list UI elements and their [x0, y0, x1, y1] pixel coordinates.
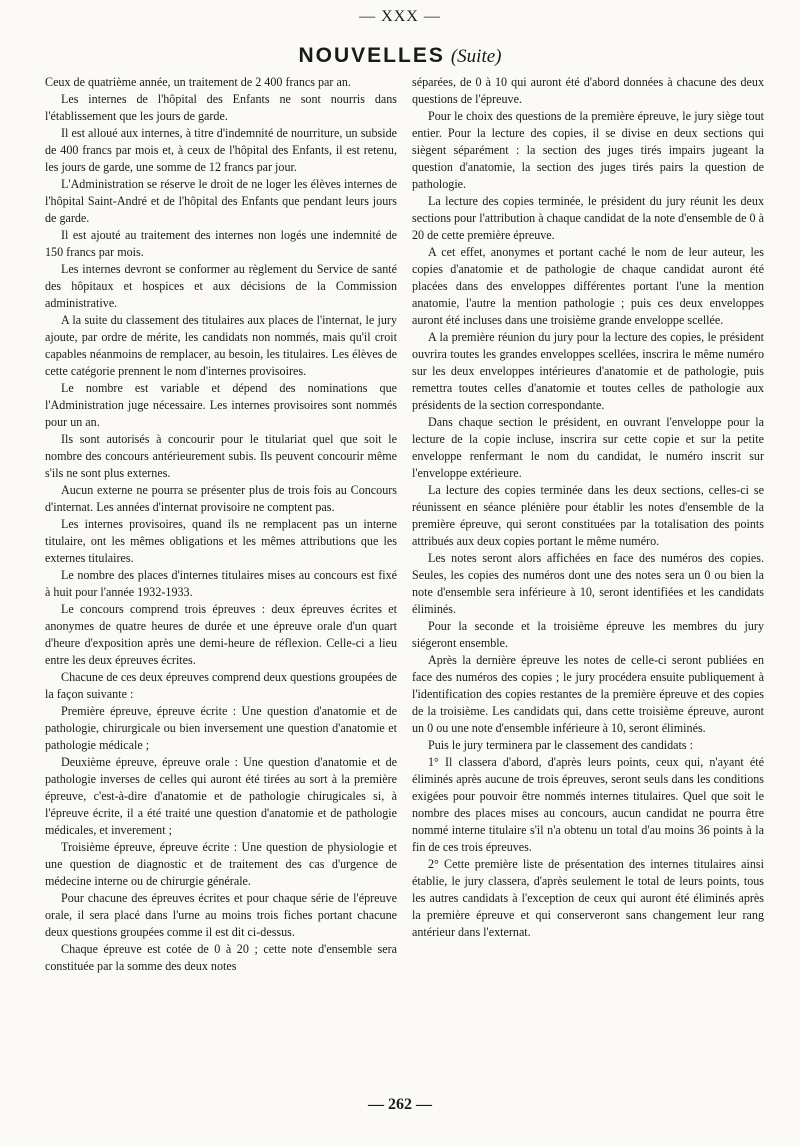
paragraph: Deuxième épreuve, épreuve orale : Une question d'anatomie et de pathologie inverses de celles qui auront été tirées au sort à la première épreuve, c'est-à-dire d'anatomie et de pathologie chirugicales si, à l'épreuve écrite, il a été traité une question d'anatomie et de pathologie médicales, et inverement ;	[45, 755, 397, 837]
paragraph: Pour la seconde et la troisième épreuve les membres du jury siégeront ensemble.	[412, 619, 764, 650]
paragraph: Les internes devront se conformer au règlement du Service de santé des hôpitaux et hospices et aux décisions de la Commission administrative.	[45, 262, 397, 310]
page-number: — 262 —	[368, 1096, 432, 1113]
paragraph: A la première réunion du jury pour la lecture des copies, le président ouvrira toutes les grandes enveloppes scellées, inscrira le même numéro sur les deux enveloppes intérieures d'anatomie et de pathologie, puis remettra toutes celles d'anatomie et toutes celles de pathologie aux présidents de la section correspondante.	[412, 330, 764, 412]
paragraph: Le nombre des places d'internes titulaires mises au concours est fixé à huit pour l'année 1932-1933.	[45, 568, 397, 599]
paragraph: Première épreuve, épreuve écrite : Une question d'anatomie et de pathologie, chirurgicale ou bien inversement une question d'anatomie et pathologie médicale ;	[45, 704, 397, 752]
right-text-column	[412, 74, 764, 941]
paragraph: A la suite du classement des titulaires aux places de l'internat, le jury ajoute, par ordre de mérite, les candidats non nommés, mais qu'il croit capables néanmoins de remplacer, au besoin, les titulaires. Les élèves de cette catégorie prennent le nom d'internes provisoires.	[45, 313, 397, 378]
paragraph: Les internes provisoires, quand ils ne remplacent pas un interne titulaire, ont les mêmes obligations et les mêmes attributions que les externes titulaires.	[45, 517, 397, 565]
paragraph: Chacune de ces deux épreuves comprend deux questions groupées de la façon suivante :	[45, 670, 397, 701]
section-title	[0, 44, 800, 68]
paragraph: Le nombre est variable et dépend des nominations que l'Administration juge nécessaire. Les internes provisoires sont nommés pour un an.	[45, 381, 397, 429]
paragraph: La lecture des copies terminée, le président du jury réunit les deux sections pour l'attribution à chaque candidat de la note d'ensemble de 0 à 20 de cette première épreuve.	[412, 194, 764, 242]
paragraph: Troisième épreuve, épreuve écrite : Une question de physiologie et une question de diagnostic et de traitement des cas d'urgence de médecine interne ou de chirurgie générale.	[45, 840, 397, 888]
section-title-suffix: (Suite)	[450, 46, 502, 67]
paragraph: Le concours comprend trois épreuves : deux épreuves écrites et anonymes de quatre heures de durée et une épreuve orale d'un quart d'heure d'exposition après une demi-heure de réflexion. Celle-ci a lieu entre les deux épreuves écrites.	[45, 602, 397, 667]
paragraph: séparées, de 0 à 10 qui auront été d'abord données à chacune des deux questions de l'épreuve.	[412, 75, 764, 106]
paragraph: L'Administration se réserve le droit de ne loger les élèves internes de l'hôpital Saint-André et de l'hôpital des Enfants que pendant leurs jours de garde.	[45, 177, 397, 225]
paragraph: Dans chaque section le président, en ouvrant l'enveloppe pour la lecture de la copie incluse, inscrira sur cette copie et sur la petite enveloppe renfermant le nom du candidat, le numéro inscrit sur l'enveloppe extérieure.	[412, 415, 764, 480]
paragraph: Ils sont autorisés à concourir pour le titulariat quel que soit le nombre des concours antérieurement subis. Ils peuvent concourir même s'ils ne sont plus externes.	[45, 432, 397, 480]
paragraph: Chaque épreuve est cotée de 0 à 20 ; cette note d'ensemble sera constituée par la somme des deux notes	[45, 942, 397, 973]
paragraph: Pour le choix des questions de la première épreuve, le jury siège tout entier. Pour la lecture des copies, il se divise en deux sections qui siègent séparément : la section des juges tirés impairs jugeant la question d'anatomie, la section des juges tirés pairs la question de pathologie.	[412, 109, 764, 191]
paragraph: Les notes seront alors affichées en face des numéros des copies. Seules, les copies des numéros dont une des notes sera un 0 ou bien la note d'ensemble sera inférieure à 10, seront identifiées et les candidats éliminés.	[412, 551, 764, 616]
paragraph: La lecture des copies terminée dans les deux sections, celles-ci se réunissent en séance plénière pour établir les notes d'ensemble de la première épreuve, qui seront constituées par la totalisation des points attribués aux deux copies portant le même numéro.	[412, 483, 764, 548]
page-roman-numeral: — XXX —	[359, 8, 441, 25]
paragraph: 2° Cette première liste de présentation des internes titulaires ainsi établie, le jury classera, d'après seulement le total de leurs points, tous les autres candidats à l'exception de ceux qui auront été éliminés après la première épreuve et qui conserveront sans changement leur rang antérieur dans l'externat.	[412, 857, 764, 939]
paragraph: Aucun externe ne pourra se présenter plus de trois fois au Concours d'internat. Les années d'internat provisoire ne comptent pas.	[45, 483, 397, 514]
paragraph: Il est ajouté au traitement des internes non logés une indemnité de 150 francs par mois.	[45, 228, 397, 259]
paragraph: Après la dernière épreuve les notes de celle-ci seront publiées en face des numéros des copies ; le jury procédera ensuite publiquement à l'identification des copies restantes de la première épreuve et des copies de la troisième. Les candidats qui, dans cette troisième épreuve, auront un 0 ou une note d'ensemble inférieure à 10, seront éliminés.	[412, 653, 764, 735]
paragraph: 1° Il classera d'abord, d'après leurs points, ceux qui, n'ayant été éliminés après aucune de trois épreuves, seront seuls dans les conditions exigées pour pouvoir être nommés internes titulaires. Quel que soit le nombre des places mises au concours, aucun candidat ne pourra être nommé interne titulaire s'il n'a obtenu un total d'au moins 36 points à la fin de ces trois épreuves.	[412, 755, 764, 854]
section-title-text: NOUVELLES	[298, 44, 445, 67]
paragraph: Pour chacune des épreuves écrites et pour chaque série de l'épreuve orale, il sera placé dans l'urne au moins trois fiches portant chacune deux questions groupées comme il est dit ci-dessus.	[45, 891, 397, 939]
paragraph: Il est alloué aux internes, à titre d'indemnité de nourriture, un subside de 400 francs par mois et, à ceux de l'hôpital des Enfants, il est retenu, les jours de garde, une somme de 12 francs par jour.	[45, 126, 397, 174]
left-text-column	[45, 74, 397, 975]
paragraph: Ceux de quatrième année, un traitement de 2 400 francs par an.	[45, 75, 351, 89]
paragraph: Puis le jury terminera par le classement des candidats :	[428, 738, 693, 752]
paragraph: Les internes de l'hôpital des Enfants ne sont nourris dans l'établissement que les jours de garde.	[45, 92, 397, 123]
paragraph: A cet effet, anonymes et portant caché le nom de leur auteur, les copies d'anatomie et de pathologie de chaque candidat auront été placées dans des enveloppes différentes portant l'une la mention anatomie, l'autre la mention pathologie ; puis ces deux enveloppes auront été incluses dans une troisième grande enveloppe scellée.	[412, 245, 764, 327]
